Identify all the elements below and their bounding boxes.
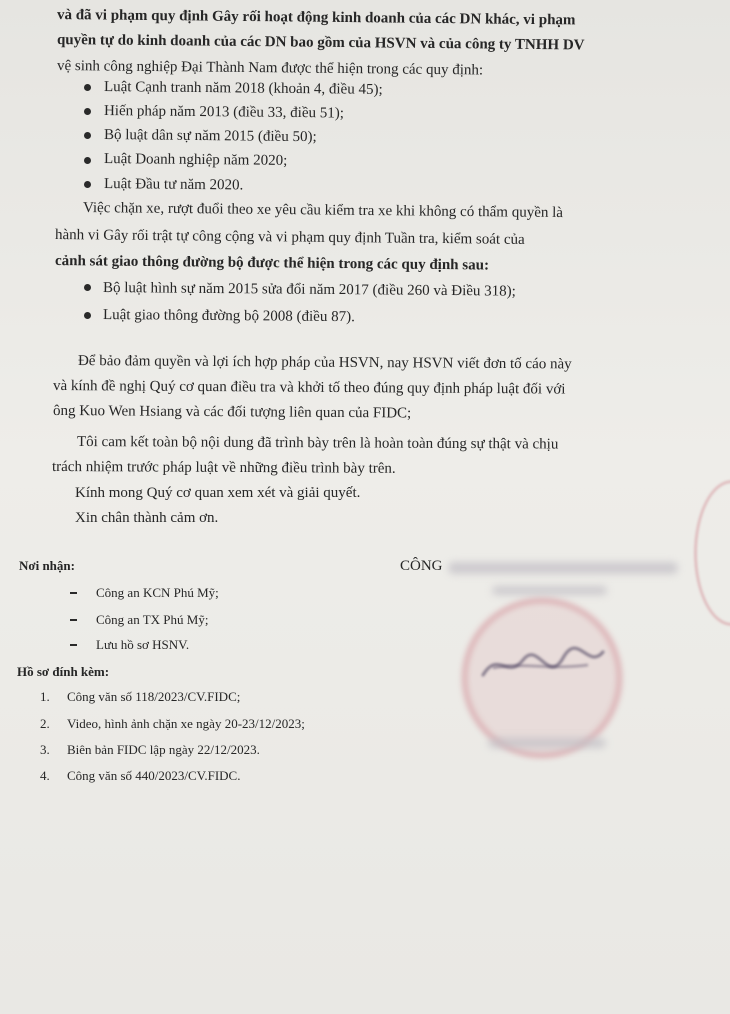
bullet-icon (84, 284, 91, 291)
para3-line-2: và kính đề nghị Quý cơ quan điều tra và khởi tố theo đúng quy định pháp luật đối với (52, 378, 566, 398)
para3-line-1: Để bảo đảm quyền và lợi ích hợp pháp của HSVN, nay HSVN viết đơn tố cáo này (77, 353, 572, 373)
attachments-title: Hồ sơ đính kèm: (17, 664, 110, 679)
attachment-num: 1. (40, 689, 50, 704)
attachment-item: Công văn số 440/2023/CV.FIDC. (67, 768, 241, 783)
bullet-icon (84, 181, 91, 188)
closing-request: Kính mong Quý cơ quan xem xét và giải quyết. (75, 485, 361, 501)
para3-line-3: ông Kuo Wen Hsiang và các đối tượng liên quan của FIDC; (52, 403, 412, 422)
law-item: Luật giao thông đường bộ 2008 (điều 87). (102, 307, 355, 326)
recipient-item: Công an KCN Phú Mỹ; (96, 585, 219, 600)
para2-line-3: cảnh sát giao thông đường bộ được thể hiện trong các quy định sau: (54, 253, 490, 274)
bullet-icon (84, 132, 91, 139)
attachment-item: Video, hình ảnh chặn xe ngày 20-23/12/2023; (67, 716, 305, 731)
bullet-icon (84, 108, 91, 115)
edge-stamp-mark (694, 480, 730, 626)
redacted-signer-name (488, 738, 606, 748)
intro-line-1: và đã vi phạm quy định Gây rối hoạt động kinh doanh của các DN khác, vi phạm (56, 7, 576, 29)
law-item: Bộ luật hình sự năm 2015 sửa đổi năm 2017 (điều 260 và Điều 318); (102, 280, 516, 300)
dash-icon (70, 592, 77, 594)
recipient-item: Lưu hồ sơ HSNV. (96, 637, 190, 652)
recipient-item: Công an TX Phú Mỹ; (96, 612, 209, 627)
dash-icon (70, 644, 77, 646)
law-item: Luật Đầu tư năm 2020. (103, 176, 244, 194)
para2-line-1: Việc chặn xe, rượt đuổi theo xe yêu cầu kiểm tra xe khi không có thẩm quyền là (82, 200, 564, 222)
para4-line-2: trách nhiệm trước pháp luật về những điều trình bày trên. (51, 459, 396, 477)
bullet-icon (84, 84, 91, 91)
intro-line-2: quyền tự do kinh doanh của các DN bao gồm của HSVN và của công ty TNHH DV (56, 32, 585, 54)
law-item: Luật Cạnh tranh năm 2018 (khoản 4, điều 45); (103, 79, 383, 98)
bullet-icon (84, 312, 91, 319)
attachment-item: Công văn số 118/2023/CV.FIDC; (67, 689, 241, 704)
recipients-title: Nơi nhận: (19, 558, 75, 573)
signature-icon (478, 640, 608, 690)
closing-thanks: Xin chân thành cảm ơn. (75, 510, 219, 526)
attachment-num: 3. (40, 742, 50, 757)
dash-icon (70, 619, 77, 621)
law-item: Bộ luật dân sự năm 2015 (điều 50); (103, 127, 317, 146)
attachment-num: 2. (40, 716, 50, 731)
redacted-company-name (448, 562, 678, 574)
law-item: Luật Doanh nghiệp năm 2020; (103, 151, 288, 169)
para4-line-1: Tôi cam kết toàn bộ nội dung đã trình bày trên là hoàn toàn đúng sự thật và chịu (76, 434, 559, 453)
bullet-icon (84, 157, 91, 164)
law-item: Hiến pháp năm 2013 (điều 33, điều 51); (103, 103, 345, 122)
intro-line-3: vệ sinh công nghiệp Đại Thành Nam được thể hiện trong các quy định: (56, 58, 484, 79)
attachment-item: Biên bản FIDC lập ngày 22/12/2023. (67, 742, 260, 757)
redacted-title (492, 586, 607, 595)
para2-line-2: hành vi Gây rối trật tự công cộng và vi phạm quy định Tuần tra, kiểm soát của (54, 227, 525, 248)
company-name: CÔNG (400, 558, 443, 574)
attachment-num: 4. (40, 768, 50, 783)
